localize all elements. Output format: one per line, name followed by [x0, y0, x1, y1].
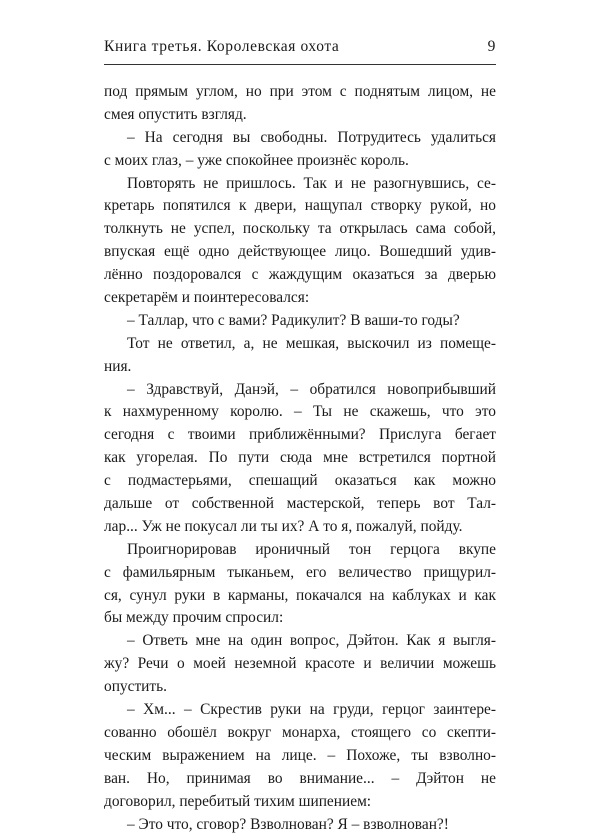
text-line: опустить.: [104, 676, 496, 699]
text-line: Проигнорировав ироничный тон герцога вкупе: [104, 539, 496, 562]
page-number: 9: [488, 38, 496, 56]
text-line: – Ответь мне на один вопрос, Дэйтон. Как я выгля-: [104, 630, 496, 653]
text-line: толкнуть не успел, поскольку та открылась сама собой,: [104, 218, 496, 241]
text-line: – Здравствуй, Данэй, – обратился новоприбывший: [104, 379, 496, 402]
text-line: под прямым углом, но при этом с поднятым лицом, не: [104, 81, 496, 104]
text-line: лённо поздоровался с жаждущим оказаться за дверью: [104, 264, 496, 287]
text-line: Тот не ответил, а, не мешкая, выскочил из помеще-: [104, 333, 496, 356]
text-line: договорил, перебитый тихим шипением:: [104, 791, 496, 814]
text-line: впуская ещё одно действующее лицо. Вошедший удив-: [104, 241, 496, 264]
text-line: – Это что, сговор? Взволнован? Я – взволнован?!: [104, 814, 496, 836]
text-line: бы между прочим спросил:: [104, 607, 496, 630]
text-line: ван. Но, принимая во внимание... – Дэйтон не: [104, 768, 496, 791]
text-line: с подмастерьями, спешащий оказаться как можно: [104, 470, 496, 493]
text-line: сованно обошёл вокруг монарха, стоящего со скепти-: [104, 722, 496, 745]
text-line: ческим выражением на лице. – Похоже, ты взволно-: [104, 745, 496, 768]
body-text: [104, 81, 496, 836]
text-line: дальше от собственной мастерской, теперь вот Тал-: [104, 493, 496, 516]
text-line: смея опустить взгляд.: [104, 104, 496, 127]
header-rule: [104, 64, 496, 65]
running-head: [104, 38, 496, 62]
text-line: жу? Речи о моей неземной красоте и величии можешь: [104, 653, 496, 676]
text-line: с моих глаз, – уже спокойнее произнёс король.: [104, 150, 496, 173]
running-title: Книга третья. Королевская охота: [104, 38, 339, 56]
text-line: – Таллар, что с вами? Радикулит? В ваши-то годы?: [104, 310, 496, 333]
text-line: кретарь попятился к двери, нащупал створку рукой, но: [104, 195, 496, 218]
text-line: секретарём и поинтересовался:: [104, 287, 496, 310]
text-line: с фамильярным тыканьем, его величество прищурил-: [104, 562, 496, 585]
text-line: как угорелая. По пути сюда мне встретился портной: [104, 447, 496, 470]
text-line: – Хм... – Скрестив руки на груди, герцог заинтере-: [104, 699, 496, 722]
text-line: Повторять не пришлось. Так и не разогнувшись, се-: [104, 173, 496, 196]
text-line: сегодня с твоими приближёнными? Прислуга бегает: [104, 424, 496, 447]
text-line: лар... Уж не покусал ли ты их? А то я, пожалуй, пойду.: [104, 516, 496, 539]
text-line: ния.: [104, 356, 496, 379]
text-line: ся, сунул руки в карманы, покачался на каблуках и как: [104, 585, 496, 608]
text-line: к нахмуренному королю. – Ты не скажешь, что это: [104, 401, 496, 424]
text-line: – На сегодня вы свободны. Потрудитесь удалиться: [104, 127, 496, 150]
